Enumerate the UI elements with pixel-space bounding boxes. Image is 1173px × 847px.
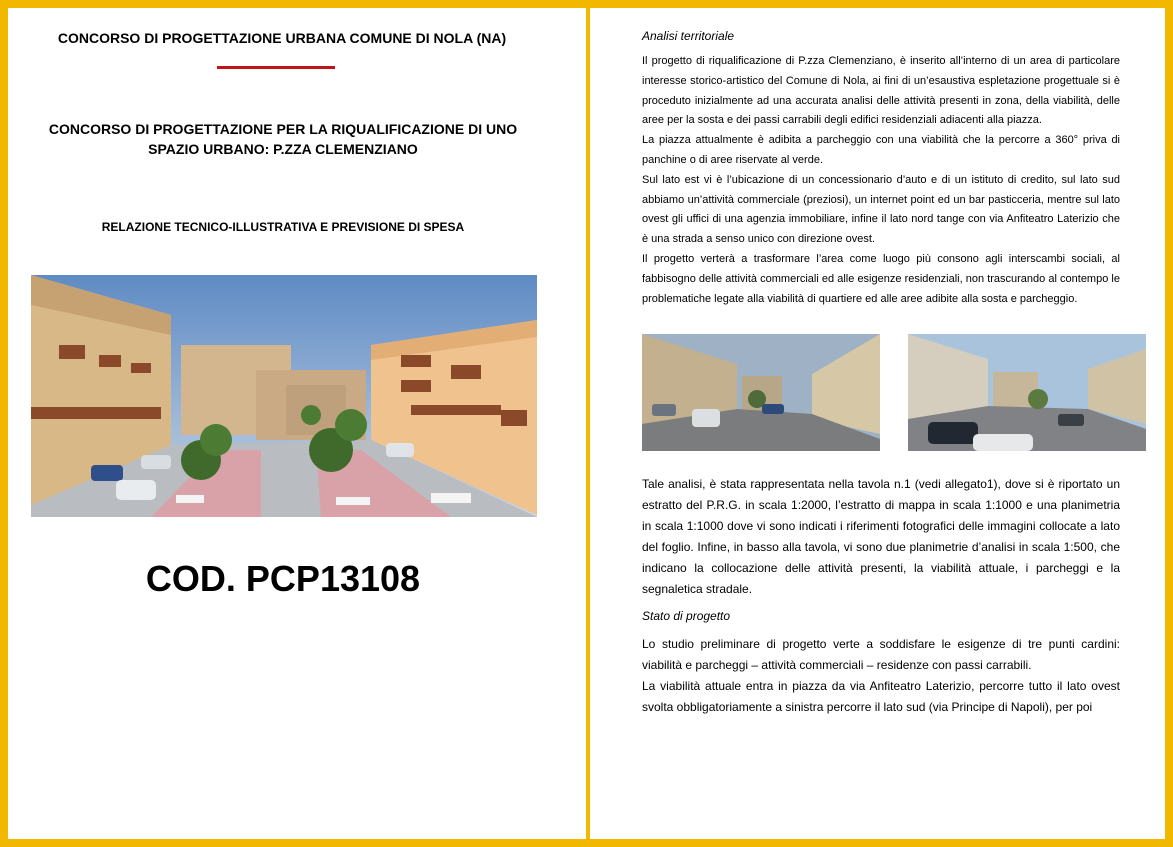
- analisi-paragraphs: [642, 52, 1120, 309]
- site-photo-1: [642, 334, 880, 451]
- section-heading-analisi: Analisi territoriale: [642, 29, 735, 43]
- title-divider: [217, 66, 335, 69]
- section-heading-progetto: Stato di progetto: [642, 609, 731, 623]
- right-page: [590, 8, 1165, 839]
- project-title: [8, 119, 558, 159]
- piazza-render-image: [31, 275, 537, 517]
- project-title-line-1: CONCORSO DI PROGETTAZIONE PER LA RIQUALIFICAZIONE DI UNO: [48, 121, 518, 137]
- site-photo-2: [908, 334, 1146, 451]
- paragraph: Lo studio preliminare di progetto verte a soddisfare le esigenze di tre punti cardini: viabilità e parcheggi – attività commerciali – residenze con passi carrabili.: [642, 637, 1120, 672]
- paragraph: Sul lato est vi è l’ubicazione di un concessionario d’auto e di un istituto di credito, sul lato sud abbiamo un’attività commerciale (preziosi), un internet point ed un bar pasticceria, mentre sul lato ovest gli uffici di una agenzia immobiliare, infine il lato nord tange con via Anfiteatro Laterizio che è una strada a senso unico con direzione ovest.: [642, 173, 1120, 246]
- report-subtitle: RELAZIONE TECNICO-ILLUSTRATIVA E PREVISIONE DI SPESA: [101, 220, 465, 234]
- project-code: COD. PCP13108: [145, 558, 421, 599]
- project-title-line-2: SPAZIO URBANO: P.ZZA CLEMENZIANO: [148, 141, 418, 157]
- paragraph: Il progetto verterà a trasformare l’area come luogo più consono agli interscambi sociali, al fabbisogno delle attività commerciali ed alle esigenze residenziali, non trascurando al contempo le problematiche legate alla viabilità di quartiere ed alle aree adibite alla sosta e parcheggio.: [642, 252, 1120, 305]
- tavola-analysis-paragraph: [642, 474, 1120, 600]
- paragraph: Il progetto di riqualificazione di P.zza Clemenziano, è inserito all’interno di un area di particolare interesse storico-artistico del Comune di Nola, ai fini di un’esaustiva espletazione progettuale si è proceduto inizialmente ad una accurata analisi delle attività presenti in zona, della viabilità, delle aree per la sosta e dei passi carrabili degli edifici residenziali adiacenti alla piazza.: [642, 55, 1120, 127]
- paragraph: Tale analisi, è stata rappresentata nella tavola n.1 (vedi allegato1), dove si è riportato un estratto del P.R.G. in scala 1:2000, l’estratto di mappa in scala 1:1000 e una planimetria in scala 1:1000 dove vi sono indicati i riferimenti fotografici delle immagini collocate a lato del foglio. Infine, in basso alla tavola, vi sono due planimetrie d’analisi in scala 1:500, che indicano la collocazione delle attività presenti, la viabilità attuale, i parcheggi e la segnaletica stradale.: [642, 477, 1120, 596]
- progetto-paragraphs: [642, 634, 1120, 718]
- left-page: [8, 8, 586, 839]
- paragraph: La viabilità attuale entra in piazza da via Anfiteatro Laterizio, percorre tutto il lato ovest svolta obbligatoriamente a sinistra percorre il lato sud (via Principe di Napoli), per poi: [642, 679, 1120, 714]
- paragraph: La piazza attualmente è adibita a parcheggio con una viabilità che la percorre a 360° priva di panchine o di aree riservate al verde.: [642, 134, 1120, 166]
- competition-title: CONCORSO DI PROGETTAZIONE URBANA COMUNE DI NOLA (NA): [57, 30, 507, 46]
